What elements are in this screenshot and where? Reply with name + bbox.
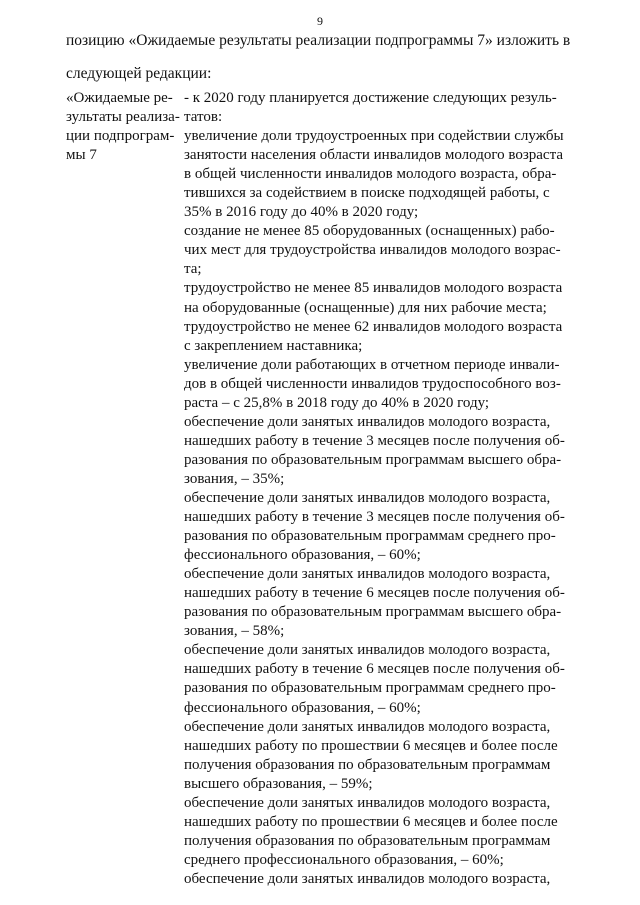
content-line: татов:	[184, 109, 223, 126]
content-line: нашедших работу в течение 3 месяцев после получения об-	[184, 509, 565, 526]
content-line: трудоустройство не менее 62 инвалидов молодого возраста	[184, 318, 563, 335]
content-line: чих мест для трудоустройства инвалидов молодого возрас-	[184, 242, 561, 259]
content-line: занятости населения области инвалидов молодого возраста	[184, 147, 563, 164]
content-line: среднего профессионального образования, – 60%;	[184, 851, 504, 868]
content-line: 35% в 2016 году до 40% в 2020 году;	[184, 204, 419, 221]
content-line: фессионального образования, – 60%;	[184, 547, 421, 564]
content-line: та;	[184, 261, 202, 278]
content-line: высшего образования, – 59%;	[184, 775, 373, 792]
content-line: разования по образовательным программам высшего обра-	[184, 604, 562, 621]
label-line: зультаты реализа-	[66, 109, 180, 126]
content-line: обеспечение доли занятых инвалидов молодого возраста,	[184, 794, 551, 811]
label-line: ции подпрограм-	[66, 128, 175, 145]
content-line: дов в общей численности инвалидов трудоспособного воз-	[184, 375, 561, 392]
intro-paragraph	[66, 32, 586, 83]
content-line: разования по образовательным программам среднего про-	[184, 680, 556, 697]
content-line: фессионального образования, – 60%;	[184, 699, 421, 716]
content-line: обеспечение доли занятых инвалидов молодого возраста,	[184, 566, 551, 583]
content-line: обеспечение доли занятых инвалидов молодого возраста,	[184, 718, 551, 735]
content-line: нашедших работу в течение 6 месяцев после получения об-	[184, 661, 565, 678]
content-line: с закреплением наставника;	[184, 337, 363, 354]
intro-line: следующей редакции:	[66, 65, 212, 82]
table-cell-content	[184, 89, 586, 889]
content-line: увеличение доли трудоустроенных при содействии службы	[184, 128, 564, 145]
content-line: обеспечение доли занятых инвалидов молодого возраста,	[184, 642, 551, 659]
content-line: нашедших работу в течение 6 месяцев после получения об-	[184, 585, 565, 602]
content-line: тившихся за содействием в поиске подходящей работы, с	[184, 185, 550, 202]
content-line: трудоустройство не менее 85 инвалидов молодого возраста	[184, 280, 563, 297]
content-line: увеличение доли работающих в отчетном периоде инвали-	[184, 356, 560, 373]
content-line: зования, – 35%;	[184, 470, 285, 487]
content-line: обеспечение доли занятых инвалидов молодого возраста,	[184, 870, 551, 887]
results-table	[66, 89, 586, 889]
content-line: - к 2020 году планируется достижение следующих резуль-	[184, 90, 557, 106]
content-line: разования по образовательным программам среднего про-	[184, 528, 556, 545]
content-line: нашедших работу по прошествии 6 месяцев и более после	[184, 737, 558, 754]
content-line: нашедших работу по прошествии 6 месяцев и более после	[184, 813, 558, 830]
content-line: получения образования по образовательным программам	[184, 756, 551, 773]
page-number: 9	[317, 14, 323, 28]
label-line: «Ожидаемые ре-	[66, 90, 173, 106]
content-line: получения образования по образовательным программам	[184, 832, 551, 849]
content-line: создание не менее 85 оборудованных (оснащенных) рабо-	[184, 223, 555, 240]
content-line: обеспечение доли занятых инвалидов молодого возраста,	[184, 413, 551, 430]
content-line: раста – с 25,8% в 2018 году до 40% в 2020 году;	[184, 394, 490, 411]
content-line: зования, – 58%;	[184, 623, 285, 640]
label-line: мы 7	[66, 147, 97, 164]
table-cell-label	[66, 89, 184, 889]
content-line: нашедших работу в течение 3 месяцев после получения об-	[184, 432, 565, 449]
content-line: на оборудованные (оснащенные) для них рабочие места;	[184, 299, 547, 316]
intro-line: позицию «Ожидаемые результаты реализации подпрограммы 7» изложить в	[66, 32, 571, 49]
content-line: в общей численности инвалидов молодого возраста, обра-	[184, 166, 557, 183]
content-line: обеспечение доли занятых инвалидов молодого возраста,	[184, 489, 551, 506]
content-line: разования по образовательным программам высшего обра-	[184, 451, 562, 468]
